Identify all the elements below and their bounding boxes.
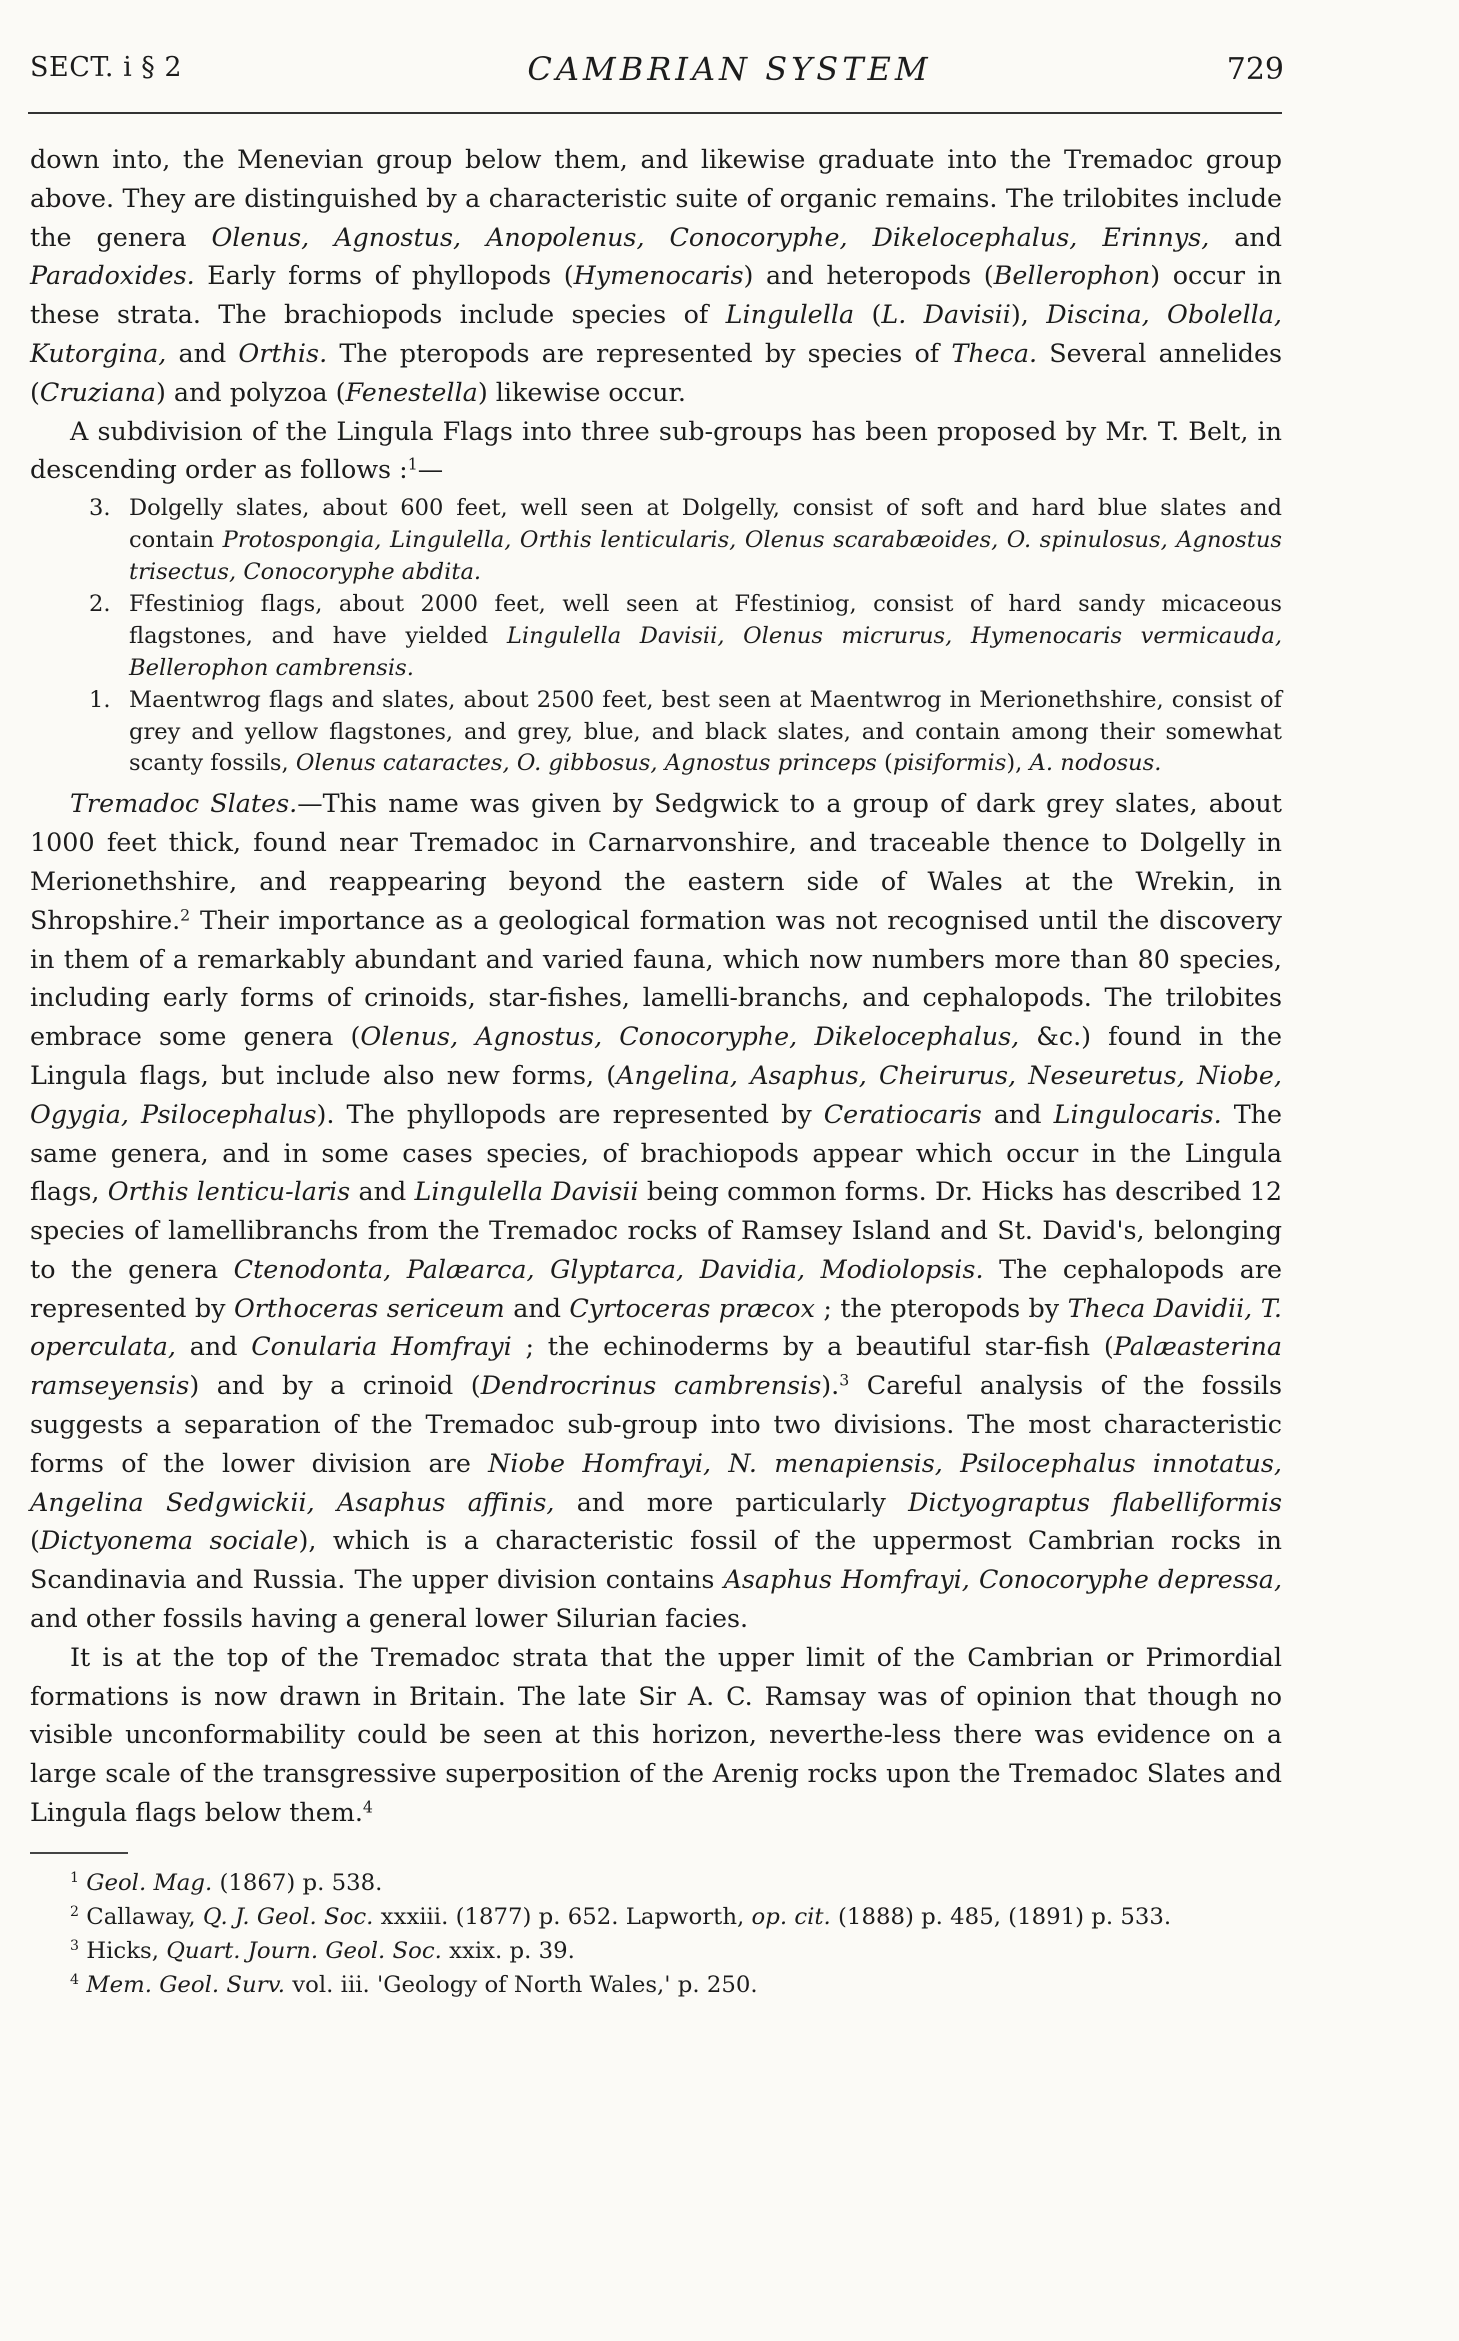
subgroup-list <box>30 493 1282 780</box>
header-rule <box>28 112 1282 114</box>
footnotes <box>30 1866 1282 2002</box>
section-label: SECT. i § 2 <box>30 52 183 83</box>
paragraph-subdivision: A subdivision of the Lingula Flags into three sub-groups has been proposed by Mr. T. Belt, in descending order as follows :$^1$— <box>30 415 1282 485</box>
footnote: $^4$ Mem. Geol. Surv. vol. iii. 'Geology of North Wales,' p. 250. <box>70 1971 758 1998</box>
page-number: 729 <box>1226 52 1284 87</box>
list-item: 3. Dolgelly slates, about 600 feet, well seen at Dolgelly, consist of soft and hard blue slates and contain Protospongia, Lingulella, Orthis lenticularis, Olenus scarabæoides, O. spinulosus, Agnostus trisectus, Conocoryphe abdita. <box>89 495 1282 585</box>
paragraph-tremadoc-slates: Tremadoc Slates.—This name was given by Sedgwick to a group of dark grey slates, about 1000 feet thick, found near Tremadoc in Carnarvonshire, and traceable thence to Dolgelly in Merionethshire, and reappearing beyond the eastern side of Wales at the Wrekin, in Shropshire.$^2$ Their importance as a geological formation was not recognised until the discovery in them of a remarkably abundant and varied fauna, which now numbers more than 80 species, including early forms of crinoids, star-fishes, lamelli-branchs, and cephalopods. The trilobites embrace some genera (Olenus, Agnostus, Conocoryphe, Dikelocephalus, &c.) found in the Lingula flags, but include also new forms, (Angelina, Asaphus, Cheirurus, Neseuretus, Niobe, Ogygia, Psilocephalus). The phyllopods are represented by Ceratiocaris and Lingulocaris. The same genera, and in some cases species, of brachiopods appear which occur in the Lingula flags, Orthis lenticu-laris and Lingulella Davisii being common forms. Dr. Hicks has described 12 species of lamellibranchs from the Tremadoc rocks of Ramsey Island and St. David's, belonging to the genera Ctenodonta, Palæarca, Glyptarca, Davidia, Modiolopsis. The cephalopods are represented by Orthoceras sericeum and Cyrtoceras præcox ; the pteropods by Theca Davidii, T. operculata, and Conularia Homfrayi ; the echinoderms by a beautiful star-fish (Palæasterina ramseyensis) and by a crinoid (Dendrocrinus cambrensis).$^3$ Careful analysis of the fossils suggests a separation of the Tremadoc sub-group into two divisions. The most characteristic forms of the lower division are Niobe Homfrayi, N. menapiensis, Psilocephalus innotatus, Angelina Sedgwickii, Asaphus affinis, and more particularly Dictyograptus flabelliformis (Dictyonema sociale), which is a characteristic fossil of the uppermost Cambrian rocks in Scandinavia and Russia. The upper division contains Asaphus Homfrayi, Conocoryphe depressa, and other fossils having a general lower Silurian facies. <box>30 788 1283 1634</box>
footnote-rule <box>30 1852 128 1854</box>
footnote-ref-1[interactable]: 1 <box>407 454 418 474</box>
page-body <box>30 140 1282 2002</box>
running-title: CAMBRIAN SYSTEM <box>527 50 932 88</box>
footnote: $^3$ Hicks, Quart. Journ. Geol. Soc. xxix. p. 39. <box>70 1937 575 1964</box>
footnote: $^2$ Callaway, Q. J. Geol. Soc. xxxiii. (1877) p. 652. Lapworth, op. cit. (1888) p. 485, (1891) p. 533. <box>70 1903 1172 1930</box>
list-item: 2. Ffestiniog flags, about 2000 feet, well seen at Ffestiniog, consist of hard sandy micaceous flagstones, and have yielded Lingulella Davisii, Olenus micrurus, Hymenocaris vermicauda, Bellerophon cambrensis. <box>89 590 1283 681</box>
footnote-ref-4[interactable]: 4 <box>362 1797 373 1817</box>
list-item: 1. Maentwrog flags and slates, about 2500 feet, best seen at Maentwrog in Merionethshire, consist of grey and yellow flagstones, and grey, blue, and black slates, and contain among their somewhat scanty fossils, Olenus cataractes, O. gibbosus, Agnostus princeps (pisiformis), A. nodosus. <box>89 686 1282 777</box>
paragraph-lingula-continued: down into, the Menevian group below them, and likewise graduate into the Tremadoc group above. They are distinguished by a characteristic suite of organic remains. The trilobites include the genera Olenus, Agnostus, Anopolenus, Conocoryphe, Dikelocephalus, Erinnys, and Paradoxides. Early forms of phyllopods (Hymenocaris) and heteropods (Bellerophon) occur in these strata. The brachiopods include species of Lingulella (L. Davisii), Discina, Obolella, Kutorgina, and Orthis. The pteropods are represented by species of Theca. Several annelides (Cruziana) and polyzoa (Fenestella) likewise occur. <box>30 144 1283 407</box>
footnote-ref-2[interactable]: 2 <box>180 905 191 925</box>
footnote: $^1$ Geol. Mag. (1867) p. 538. <box>70 1869 383 1896</box>
paragraph-upper-limit: It is at the top of the Tremadoc strata that the upper limit of the Cambrian or Primordial formations is now drawn in Britain. The late Sir A. C. Ramsay was of opinion that though no visible unconformability could be seen at this horizon, neverthe-less there was evidence on a large scale of the transgressive superposition of the Arenig rocks upon the Tremadoc Slates and Lingula flags below them.$^4$ <box>30 1641 1282 1828</box>
running-header <box>0 50 1459 98</box>
footnote-ref-3[interactable]: 3 <box>839 1370 850 1390</box>
